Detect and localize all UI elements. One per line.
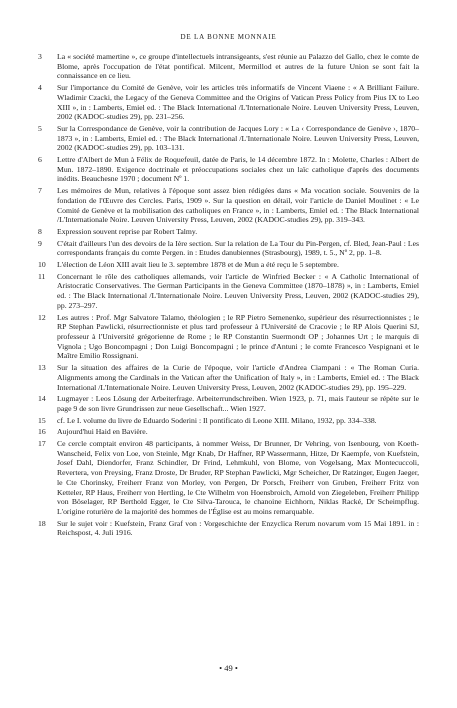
endnote xyxy=(38,124,419,153)
endnote xyxy=(38,519,419,538)
endnote-number: 6 xyxy=(38,155,42,165)
endnote xyxy=(38,52,419,81)
endnote-text: Sur la Correspondance de Genève, voir la contribution de Jacques Lory : « La ‹ Correspondance de Genève ›, 1870–1873 », in : Lamberts, Emiel ed. : The Black International /L'Internationale Noire. Leuven University Press, Leuven, 2002 (KADOC-studies 29), pp. 103–131. xyxy=(57,123,419,153)
endnote xyxy=(38,313,419,362)
endnote-text: Sur le sujet voir : Kuefstein, Franz Graf von : Vorgeschichte der Enzyclica Rerum novarum vom 15 Mai 1891. in : Reichspost, 4. Juli 1916. xyxy=(57,518,419,538)
running-header: DE LA BONNE MONNAIE xyxy=(180,33,277,41)
endnote xyxy=(38,227,419,237)
endnote-text: Lettre d'Albert de Mun à Félix de Roquefeuil, datée de Paris, le 14 décembre 1872. In : Molette, Charles : Albert de Mun. 1872–1890. Exigence doctrinale et préoccupations sociales chez un laïc catholique d'après des documents inédits. Beauchesne 1970 ; document Nº 1. xyxy=(57,155,419,184)
endnote-text: Sur la situation des affaires de la Curie de l'époque, voir l'article d'Andrea Ciampani : « The Roman Curia. Alignments among the Cardinals in the Vatican after the Unification of Italy », in : Lamberts, Emiel ed. : The Black International /L'Internationale Noire. Leuven University Press, Leuven, 2002 (KADOC-studies 29), pp. 195–229. xyxy=(57,363,419,392)
endnote-number: 12 xyxy=(38,312,46,322)
endnote-text: L'élection de Léon XIII avait lieu le 3. septembre 1878 et de Mun a été reçu le 5 septembre. xyxy=(57,260,339,270)
endnote-number: 3 xyxy=(38,52,42,61)
endnote-number: 13 xyxy=(38,363,46,373)
endnote-text: Ce cercle comptait environ 48 participants, à nommer Weiss, Dr Brunner, Dr Vehring, von Isenbourg, von Koeth-Wanscheid, Felix von Loe, von Steinle, Mgr Knab, Dr Haffner, RP Wassermann, Hitze, Dr Kaempfe, von Kuefstein, Josef Dahl, Diendorfer, Franz Schindler, Dr Frind, Lehmkuhl, von Blome, von Vogelsang, Max Montecuccoli, Revertera, von Preysing, Franz Droste, Dr Bruder, RP Stephan Pawlicki, Mgr Scheicher, Dr Ratzinger, Eugen Jaeger, le Cte Chorinsky, Freiherr Franz von Morley, von Pergen, Dr Porsch, Freiherr von Gruben, Freiherr Fritz von Ketteler, RP Haus, Freiherr von Hertling, le Cte Wilhelm von Hoensbroich, Arnold von Ziegeleben, Freiherr Philipp von Böselager, RP Berthold Egger, le Cte Silva-Tarouca, le chanoine Eichhorn, Niklas Racké, Dr Scheimpflug. L'origine roturière de la majorité des hommes de l'Église est au moins remarquable. xyxy=(57,439,419,516)
endnote xyxy=(38,394,419,413)
endnote xyxy=(38,239,419,258)
endnote-text: Lugmayer : Leos Lösung der Arbeiterfrage. Arbeiterrundschreiben. Wien 1923, p. 71, mais l'auteur se répète sur le page 9 de son livre Grundrissen zur neue Gesellschaft... Wien 1927. xyxy=(57,394,419,413)
endnote xyxy=(38,427,419,437)
endnote-number: 18 xyxy=(38,518,46,528)
endnote-text: Aujourd'hui Haid en Bavière. xyxy=(57,427,148,437)
endnote-number: 11 xyxy=(38,271,46,281)
endnote xyxy=(38,155,419,184)
endnote-number: 17 xyxy=(38,439,46,449)
endnote-text: La « société mamertine », ce groupe d'intellectuels intransigeants, s'est réunie au Palazzo del Gallo, chez le comte de Blome, après l'occupation de l'état pontifical. Milcent, Mermillod et autres de la future Union se sont fait la connaissance en ce lieu. xyxy=(57,52,419,81)
endnote-number: 10 xyxy=(38,260,46,270)
endnote-number: 15 xyxy=(38,415,46,425)
endnote xyxy=(38,186,419,225)
endnote-number: 9 xyxy=(38,238,42,248)
endnote-number: 7 xyxy=(38,186,42,196)
endnote xyxy=(38,272,419,311)
endnote xyxy=(38,260,419,270)
endnotes-list xyxy=(38,52,419,540)
endnote-number: 4 xyxy=(38,83,42,93)
endnote-text: Concernant le rôle des catholiques allemands, voir l'article de Winfried Becker : « A Catholic International of Aristocratic Conservatives. The German Participants in the Geneva Committee (1870–1878) », in : Lamberts, Emiel ed. : The Black International /L'Internationale Noire. Leuven University Press, Leuven, 2002 (KADOC-studies 29), pp. 273–297. xyxy=(57,271,419,310)
endnote xyxy=(38,416,419,426)
endnote-number: 8 xyxy=(38,226,42,236)
endnote-text: Expression souvent reprise par Robert Talmy. xyxy=(57,226,198,236)
endnote xyxy=(38,83,419,122)
endnote-text: Les autres : Prof. Mgr Salvatore Talamo, théologien ; le RP Pietro Semenenko, supérieur des résurrectionnistes ; le RP Stephan Pawlicki, résurrectionniste et plus tard professeur à l'Université de Cracovie ; le RP Alois Querini SJ, professeur à l'Université grégorienne de Rome ; le RP Constantin Suermondt OP ; Johannes Urt ; le marquis di Vignola ; Ugo Boncompagni ; Don Luigi Boncompagni ; le prince d'Antuni ; le comte Francesco Vespignani et le Maître Emilio Rossignani. xyxy=(57,312,419,361)
page-number: • 49 • xyxy=(219,663,238,673)
endnote-text: Sur l'importance du Comité de Genève, voir les articles très informatifs de Vincent Viaene : « A Brilliant Failure. Wladimir Czacki, the Legacy of the Geneva Committee and the Origins of Vatican Press Policy from Pius IX to Leo XIII », in : Lamberts, Emiel ed. : The Black International /L'Internationale Noire. Leuven University Press, Leuven, 2002 (KADOC-studies 29), pp. 231–256. xyxy=(57,83,419,122)
endnote xyxy=(38,439,419,517)
endnote-text: Les mémoires de Mun, relatives à l'époque sont assez bien rédigées dans « Ma vocation sociale. Souvenirs de la fondation de l'Œuvre des Cercles. Paris, 1909 ». Sur la question en détail, voir l'article de Daniel Moulinet : « Le Comité de Genève et la mobilisation des catholiques en France », in : Lamberts, Emiel ed. : The Black International /L'Internationale Noire. Leuven University Press, Leuven, 2002 (KADOC-studies 29), pp. 319–343. xyxy=(57,186,419,225)
endnote-number: 14 xyxy=(38,394,46,404)
endnote-text: C'était d'ailleurs l'un des devoirs de la Ière section. Sur la relation de La Tour du Pin-Pergen, cf. Bled, Jean-Paul : Les correspondants français du comte Pergen. in : Etudes danubiennes (Strasbourg), 1989, t. 5., Nº 2, pp. 1–8. xyxy=(57,238,419,258)
endnote-text: cf. Le I. volume du livre de Eduardo Soderini : Il pontificato di Leone XIII. Milano, 1932, pp. 334–338. xyxy=(57,415,377,425)
endnote-number: 5 xyxy=(38,123,42,133)
endnote-number: 16 xyxy=(38,427,46,437)
endnote xyxy=(38,363,419,392)
